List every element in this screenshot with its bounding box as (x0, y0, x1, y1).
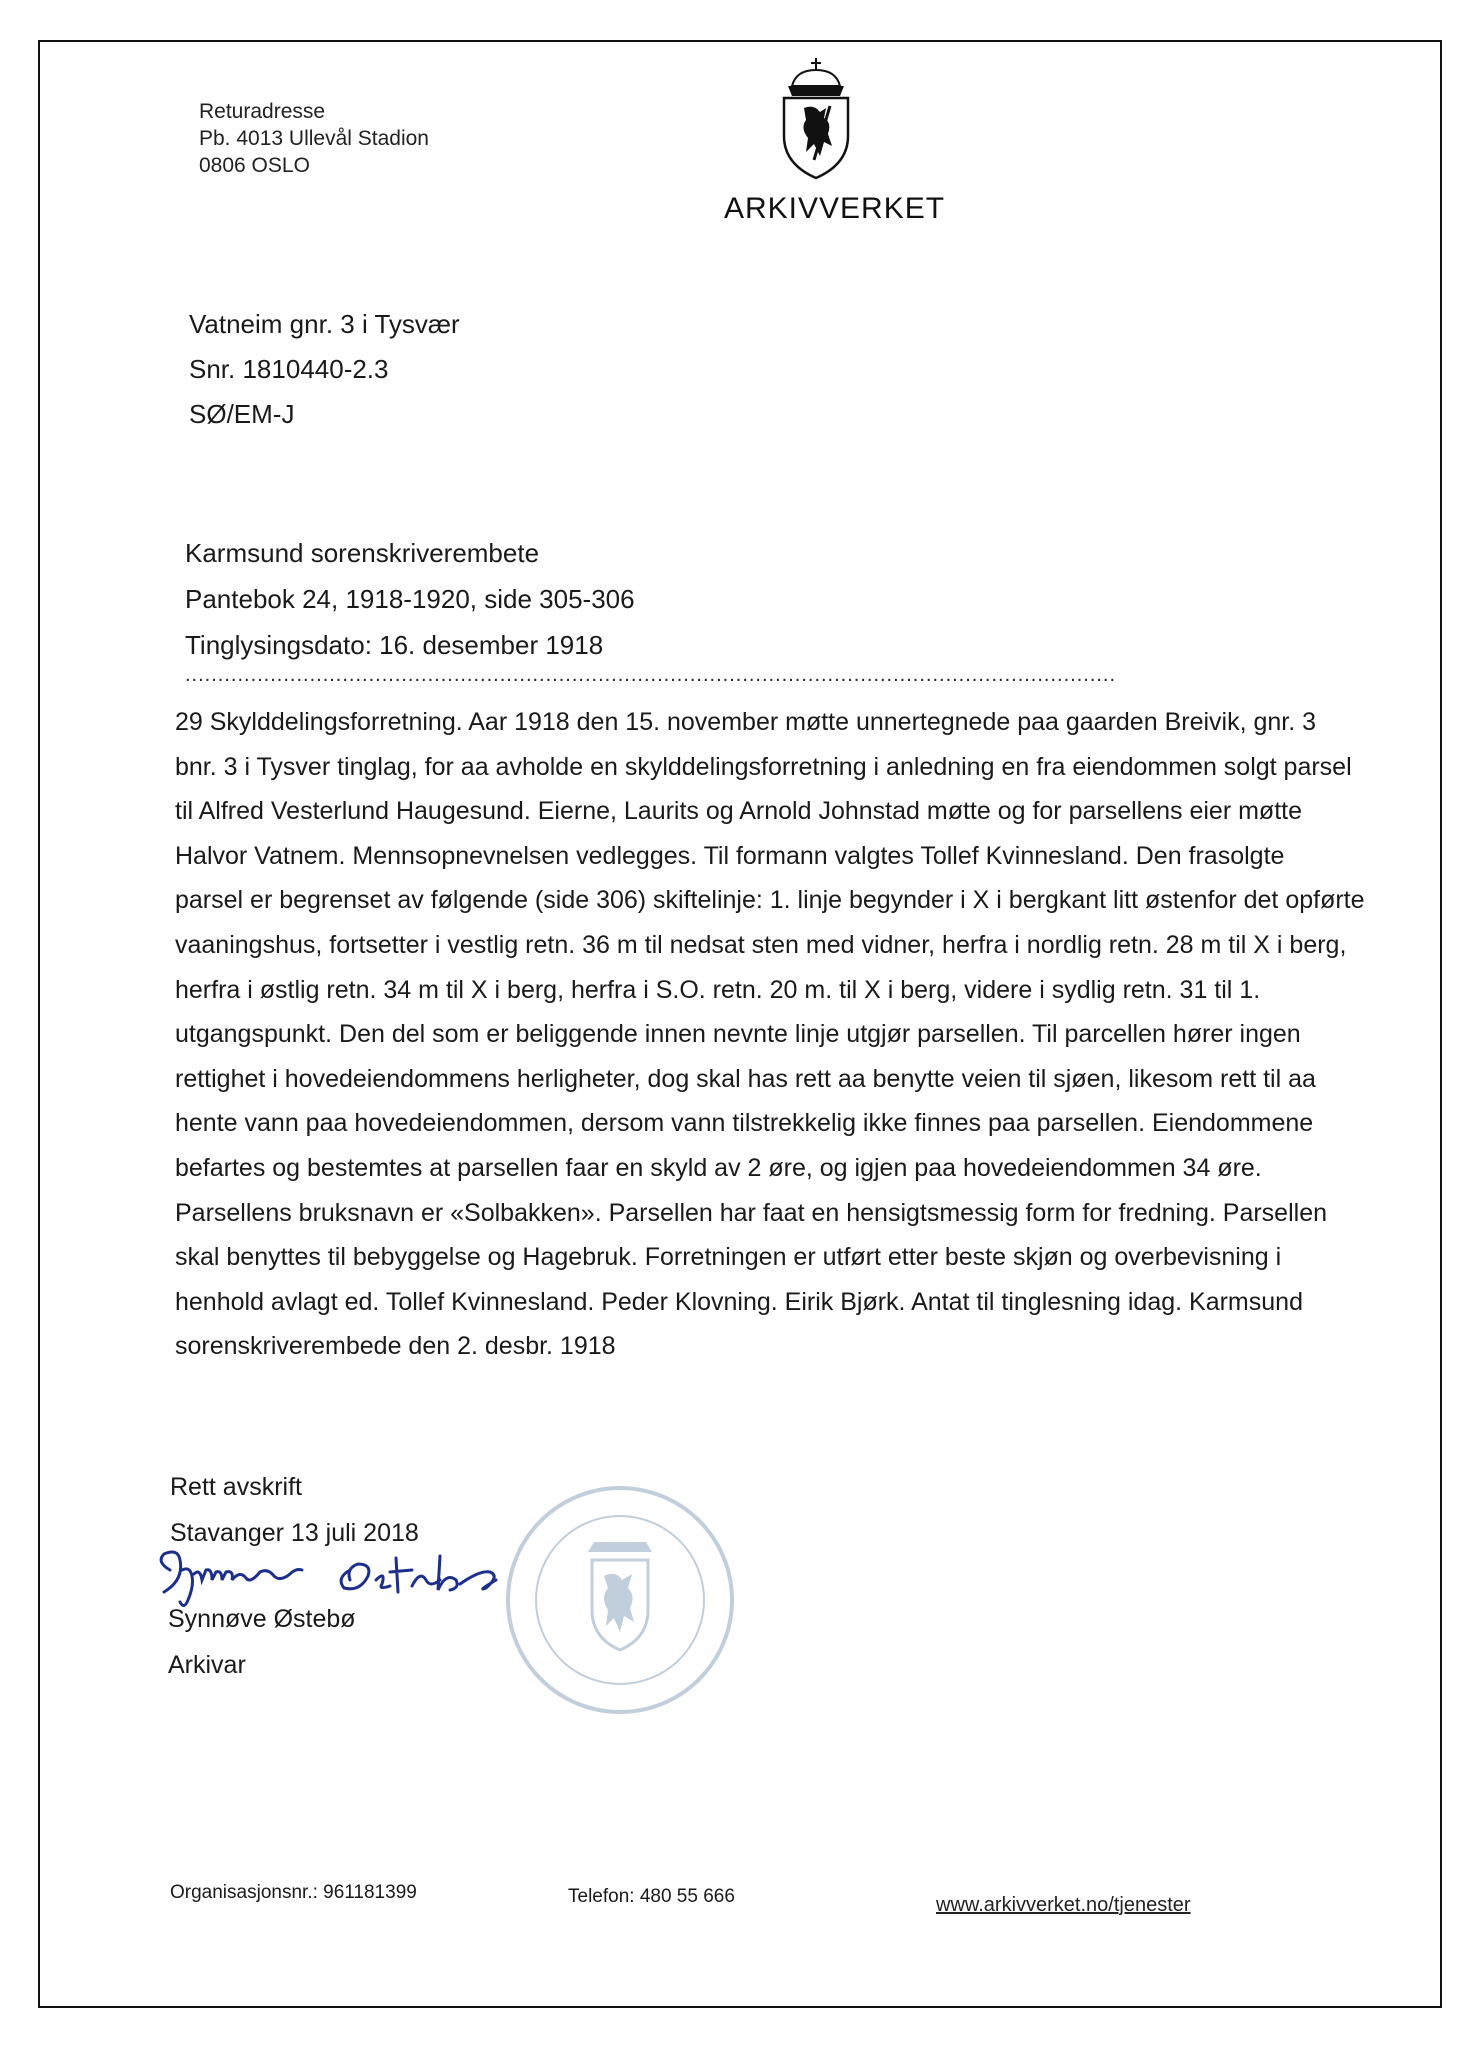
source-block (185, 530, 635, 668)
signature-code: SØ/EM-J (189, 399, 295, 429)
transcript-line: herfra i østlig retn. 34 m til X i berg, herfra i S.O. retn. 20 m. til X i berg, videre i sydlig retn. 31 til 1. (175, 975, 1261, 1004)
website-link[interactable]: www.arkivverket.no/tjenester (936, 1894, 1191, 1916)
case-number: Snr. 1810440-2.3 (189, 354, 389, 384)
transcript-line: bnr. 3 i Tysver tinglag, for aa avholde en skylddelingsforretning i anledning en fra eiendommen solgt parsel (175, 752, 1352, 781)
certification-label: Rett avskrift (170, 1473, 302, 1501)
transcript-line: befartes og bestemtes at parsellen faar en skyld av 2 øre, og igjen paa hovedeiendommen 34 øre. (175, 1153, 1262, 1182)
org-number: Organisasjonsnr.: 961181399 (170, 1882, 417, 1903)
registration-date: Tinglysingsdato: 16. desember 1918 (185, 630, 604, 660)
reference-block (189, 302, 460, 437)
court-office: Karmsund sorenskriverembete (185, 538, 540, 568)
transcript-line: Halvor Vatnem. Mennsopnevnelsen vedlegges. Til formann valgtes Tollef Kvinnesland. Den frasolgte (175, 841, 1285, 870)
coat-of-arms-icon (770, 56, 862, 181)
signer-block (168, 1596, 356, 1688)
transcript-body (175, 700, 1415, 1369)
return-address-line: Pb. 4013 Ullevål Stadion (199, 127, 429, 150)
phone-number: Telefon: 480 55 666 (568, 1886, 735, 1907)
transcript-line: Parsellens bruksnavn er «Solbakken». Parsellen har faat en hensigtsmessig form for fredning. Parsellen (175, 1198, 1328, 1227)
transcript-line: skal benyttes til bebyggelse og Hagebruk. Forretningen er utført etter beste skjøn og overbevisning i (175, 1243, 1282, 1272)
place-date: Stavanger 13 juli 2018 (170, 1519, 419, 1547)
mortgage-book: Pantebok 24, 1918-1920, side 305-306 (185, 584, 635, 614)
signer-name: Synnøve Østebø (168, 1605, 356, 1633)
transcript-line: 29 Skylddelingsforretning. Aar 1918 den 15. november møtte unnertegnede paa gaarden Breivik, gnr. 3 (175, 708, 1317, 736)
transcript-line: utgangspunkt. Den del som er beliggende innen nevnte linje utgjør parsellen. Til parcellen hører ingen (175, 1020, 1301, 1049)
return-address-line: Returadresse (199, 100, 326, 123)
return-address-line: 0806 OSLO (199, 154, 310, 177)
transcript-line: vaaningshus, fortsetter i vestlig retn. 36 m til nedsat sten med vidner, herfra i nordlig retn. 28 m til X i berg, (175, 930, 1347, 959)
transcript-line: sorenskriverembede den 2. desbr. 1918 (175, 1332, 616, 1361)
transcript-line: til Alfred Vesterlund Haugesund. Eierne, Laurits og Arnold Johnstad møtte og for parsellens eier møtte (175, 797, 1303, 826)
transcript-line: parsel er begrenset av følgende (side 306) skiftelinje: 1. linje begynder i X i bergkant litt østenfor det opførte (175, 886, 1365, 915)
dotted-separator: .............................................................................................................................................. (185, 664, 1117, 684)
transcript-line: hente vann paa hovedeiendommen, dersom vann tilstrekkelig ikke finnes paa parsellen. Eiendommene (175, 1109, 1314, 1138)
brand-name: ARKIVVERKET (724, 192, 946, 225)
return-address (199, 98, 429, 179)
transcript-line: henhold avlagt ed. Tollef Kvinnesland. Peder Klovning. Eirik Bjørk. Antat til tinglesning idag. Karmsund (175, 1287, 1303, 1316)
signer-title: Arkivar (168, 1651, 246, 1679)
transcript-line: rettighet i hovedeiendommens herligheter, dog skal has rett aa benytte veien til sjøen, likesom rett til aa (175, 1064, 1316, 1093)
property-reference: Vatneim gnr. 3 i Tysvær (189, 309, 460, 339)
